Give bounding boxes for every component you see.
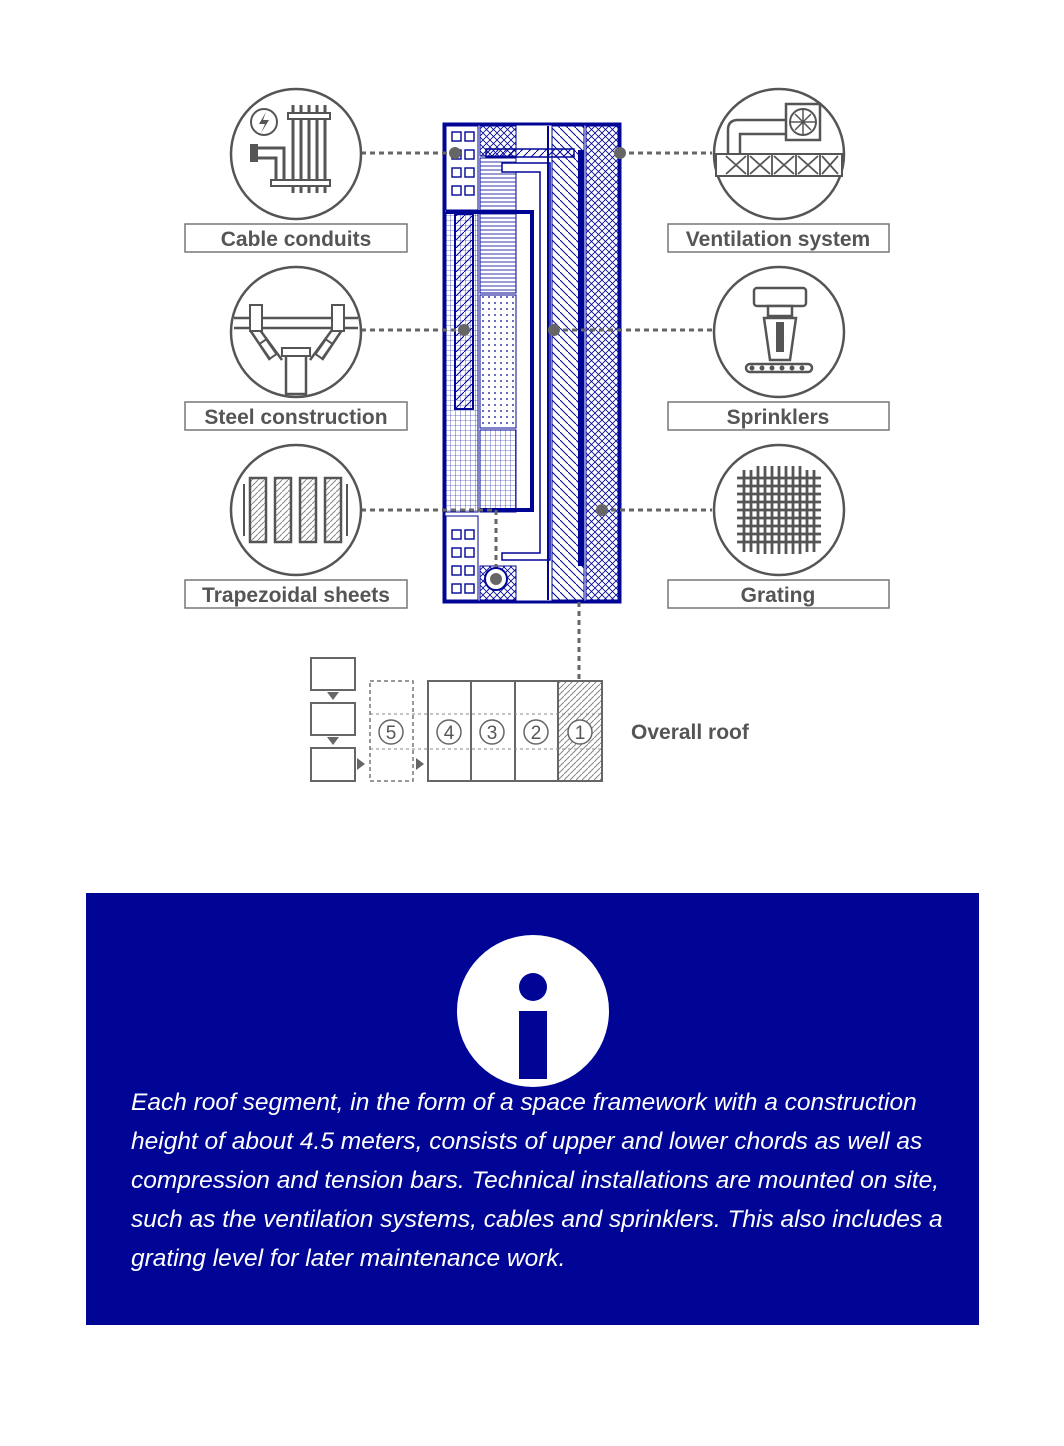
grating-icon: [714, 445, 844, 575]
overall-roof-label: Overall roof: [631, 721, 749, 744]
segment-assembly: [311, 658, 750, 781]
info-panel: [86, 893, 979, 1325]
segment-number-3: 3: [486, 723, 498, 744]
label-grating: [668, 580, 889, 608]
ventilation-icon: [714, 89, 844, 219]
label-trapezoidal-sheets: [185, 580, 407, 608]
segment-number-4: 4: [443, 723, 455, 744]
cable-conduits-label: Cable conduits: [220, 228, 372, 251]
steel-construction-label: Steel construction: [204, 406, 388, 429]
label-steel-construction: [185, 402, 407, 430]
trapezoidal-sheet-icon: [231, 445, 361, 575]
sprinkler-icon: [714, 267, 844, 397]
trapezoidal-sheets-label: Trapezoidal sheets: [202, 584, 390, 607]
segment-number-1: 1: [574, 723, 586, 744]
roof-section-drawing: [444, 124, 620, 602]
grating-label: Grating: [740, 584, 816, 607]
steel-construction-icon: [231, 267, 361, 397]
label-ventilation-system: [668, 224, 889, 252]
info-text: Each roof segment, in the form of a space framework with a construction height of about 4.5 meters, consists of upper and lower chords as well as compression and tension bars. Technical installations are mounted on site, such as the ventilation systems, cables and sprinklers. This also includes a grating level for later maintenance work.: [131, 1089, 943, 1272]
info-icon: [457, 935, 609, 1087]
segment-number-2: 2: [530, 723, 542, 744]
label-cable-conduits: [185, 224, 407, 252]
sprinklers-label: Sprinklers: [726, 406, 830, 429]
cable-conduits-icon: [231, 89, 361, 219]
label-sprinklers: [668, 402, 889, 430]
segment-number-5: 5: [385, 723, 397, 744]
ventilation-system-label: Ventilation system: [685, 228, 871, 251]
